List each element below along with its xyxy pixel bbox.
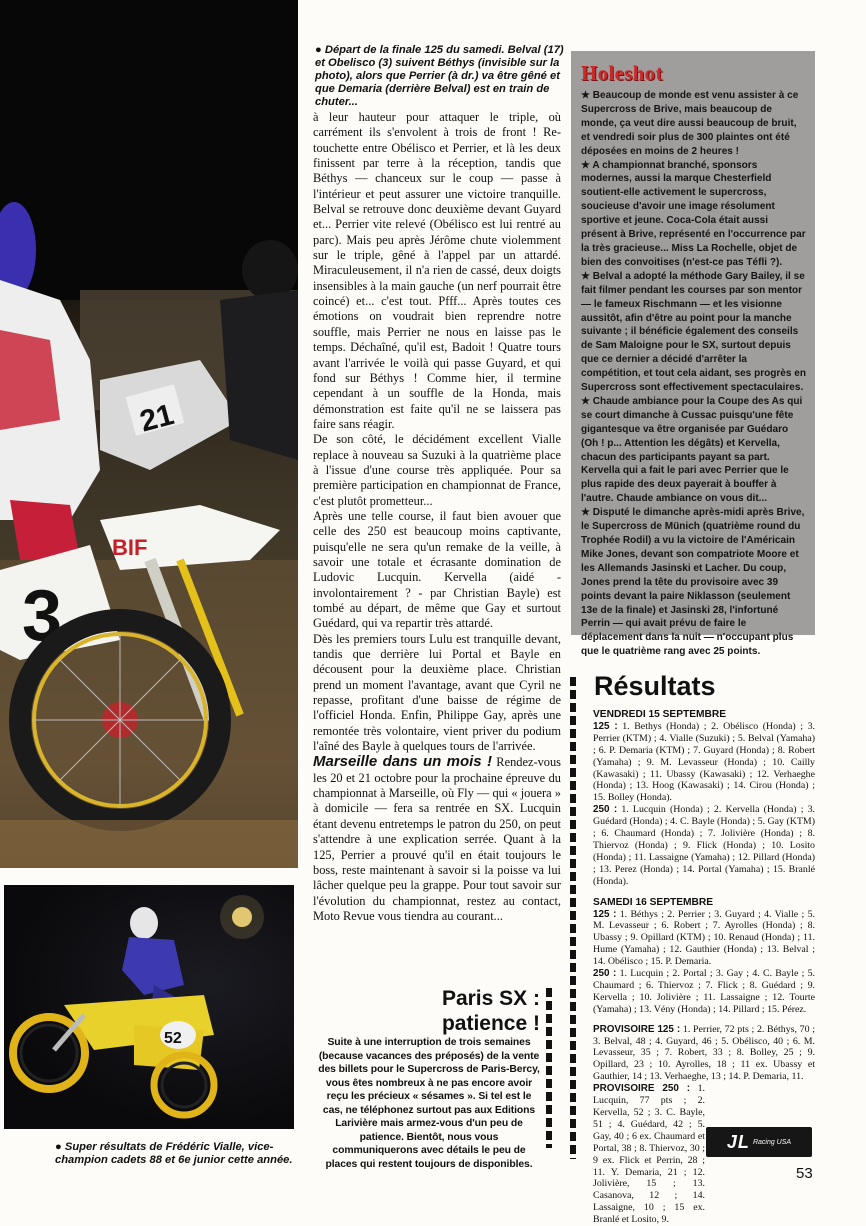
holeshot-text: [581, 89, 807, 659]
jl-racing-logo: [706, 1127, 812, 1157]
main-race-photo: [0, 0, 298, 868]
article-paragraph: Dès les premiers tours Lulu est tranquille devant, tandis que derrière lui Portal et Bayle en décousent pour la deuxième place. Christian prend un moment l'avantage, avant que Cyril ne repasse, profitant d'une baisse de régime de l'officiel Honda. Enfin, Philippe Gay, après une remontée très volontaire, vient priver du podium l'aîné des Bayle à quelques tours de l'arrivée.: [313, 631, 561, 754]
results-125-day1: [593, 721, 815, 804]
paris-sx-text: Suite à une interruption de trois semaines (because vacances des préposés) de la vente des billets pour le Supercross de Paris-Bercy, vous êtes nombreux à ne pas encore avoir reçu les précieux « sésames ». Si tel est le cas, ne téléphonez surtout pas aux Editions Larivière mais armez-vous d'un peu de patience. Bientôt, nous vous communiquerons avec détails le peu de places qui restent toujours de disponibles.: [318, 1037, 540, 1170]
article-body: [313, 110, 561, 924]
results-250-day2: [593, 968, 815, 1016]
standings-125: [593, 1024, 815, 1084]
bike-number-small: 52: [164, 1030, 182, 1047]
results-text: 1. Lucquin ; 2. Portal ; 3. Gay ; 4. C. Bayle ; 5. Chaumard ; 6. Thiervoz ; 7. Flick ; 8. Guédard ; 9. Kervella ; 10. Jolivière ; 11. Lassaigne ; 12. Tourte (Yamaha) ; 13. Vény (Honda) ; 14. Pillard ; 15. Pérez.: [593, 968, 816, 1015]
caption-bottom-text: Super résultats de Frédéric Vialle, vice-champion cadets 88 et 6e junior cette année.: [55, 1141, 293, 1166]
holeshot-item: ★ Belval a adopté la méthode Gary Bailey, il se fait filmer pendant les courses par son mentor — le fameux Rischmann — et les visionne aussitôt, afin d'être au point pour la manche suivante ; il bénéficie également des conseils de Sam Maloigne pour le SX, surtout depuis que ce dernier a décidé d'arrêter la compétition, et tout cela aidant, ses progrès en Supercross sont effectivement spectaculaires.: [581, 270, 806, 394]
results-day-heading: SAMEDI 16 SEPTEMBRE: [593, 896, 714, 908]
holeshot-sidebar: [571, 51, 815, 658]
article-paragraph: De son côté, le décidément excellent Vialle replace à nouveau sa Suzuki à la quatrième place à l'issue d'une course très appliquée. Pour sa première participation en championnat de France, c'est plutôt prometteur...: [313, 432, 561, 508]
class-label: 250 :: [593, 804, 618, 816]
holeshot-title: Holeshot: [581, 61, 663, 85]
marseille-text: Rendez-vous les 20 et 21 octobre pour la prochaine épreuve du championnat à Marseille, où Fly — qui « jouera » à domicile — fera sa rentrée en SX. Lucquin étant devenu entretemps le patron du 250, on peut s'attendre à une explication serrée. Quant à la 125, Perrier a prouvé qu'il en était toujours le boss, reste maintenant à savoir si la poisse va lui lâcher quelque peu la grappe. Pour tout savoir sur l'évolution du championnat, restez au contact, Moto Revue vous tiendra au courant...: [313, 755, 561, 923]
paris-sx-title-line1: Paris SX :: [441, 987, 540, 1010]
class-label: 125 :: [593, 720, 618, 732]
results-text: 1. Béthys ; 2. Perrier ; 3. Guyard ; 4. Vialle ; 5. M. Levasseur ; 6. Robert ; 7. Ayrolles (Honda) ; 8. Ubassy ; 9. Opillard (KTM) ; 10. Renaud (Honda) ; 11. Hume (Yamaha) ; 12. Gauthier (Honda) ; 13. Belval ; 14. Obélisco ; 15. P. Demaria.: [593, 908, 815, 968]
holeshot-item: ★ Disputé le dimanche après-midi après Brive, le Supercross de Münich (quatrième round du Trophée Rodil) a vu la victoire de l'Américain Mike Jones, devant son compatriote Moore et les Allemands Jasinski et Lacher. Du coup, Jones prend la tête du provisoire avec 39 points devant la paire Niklasson (seulement 13e de la finale) et Jasinski 28, l'infortuné Perrin — qui avait prévu de faire le déplacement dans la nuit — n'occupant plus que le quatrième rang avec 25 points.: [581, 507, 805, 658]
holeshot-item: ★ A championnat branché, sponsors modernes, aussi la marque Chesterfield soutient-elle activement le supercross, soucieuse d'avoir une image résolument sportive et jeune. Coca-Cola était aussi présent à Brive, représenté en l'occurrence par la très gracieuse... Miss La Rochelle, objet de bien des convoitises (n'est-ce pas Téfli ?).: [581, 159, 806, 268]
results-text: 1. Bethys (Honda) ; 2. Obélisco (Honda) ; 3. Perrier (KTM) ; 4. Vialle (Suzuki) ; 5. Belval (Yamaha) ; 6. P. Demaria (KTM) ; 7. Guyard (Honda) ; 8. Robert (Yamaha) ; 9. M. Levasseur (Honda) ; 10. Cailly (Kawasaki) ; 11. Ubassy (Kawasaki) ; 12. Verhaeghe (Honda) ; 13. Hoog (Kawasaki) ; 14. Cirou (Honda) ; 15. Bolley (Honda).: [593, 720, 815, 804]
jl-logo-tag: Racing USA: [752, 1138, 792, 1146]
article-paragraph-marseille: [313, 754, 561, 924]
results-125-day2: [593, 909, 815, 969]
class-label: 250 :: [593, 968, 617, 980]
bike-plate-number: 21: [136, 398, 178, 439]
standings-label: PROVISOIRE 250 :: [593, 1083, 690, 1095]
article-paragraph: Après une telle course, il faut bien avouer que celle des 250 est beaucoup moins captivante, puisqu'elle ne sera qu'un remake de la veille, à savoir une totale et écrasante domination de Ludovic Lucquin. Kervella (aidé - involontairement ? - par Christian Bayle) est tombé au départ, de même que Gay et surtout Guédard, qui va repartir très attardé.: [313, 508, 561, 631]
marseille-heading: Marseille dans un mois !: [313, 753, 493, 771]
jl-logo-letters: JL: [726, 1131, 750, 1152]
class-label: 125 :: [593, 908, 617, 920]
standings-text: 1. Lucquin, 77 pts ; 2. Kervella, 52 ; 3. C. Bayle, 51 ; 4. Guédard, 42 ; 5. Gay, 40 ; 6 ex. Chaumard et Portal, 38 ; 8. Thiervoz, 30 ; 9 ex. Flick et Perrin, 28 ; 11. Y. Demaria, 21 ; 12. Jolivière, 15 ; 13. Casanova, 12 ; 14. Lassaigne, 10 ; 15 ex. Branlé et Losito, 9.: [593, 1083, 705, 1226]
bottom-photo-caption: [55, 1141, 305, 1167]
results-text: 1. Lucquin (Honda) ; 2. Kervella (Honda) ; 3. Guédard (Honda) ; 4. C. Bayle (Honda) ; 5. Gay (KTM) ; 6. Chaumard (Honda) ; 7. Jolivière (Honda) ; 8. Thiervoz (Honda) ; 9. Flick (Honda) ; 10. Losito (Honda) ; 11. Lassaigne (Yamaha) ; 12. Pillard (Honda) ; 13. Perez (Honda) ; 14. Portal (Yamaha) ; 15. Branlé (Honda).: [593, 804, 815, 887]
holeshot-item: ★ Chaude ambiance pour la Coupe des As qui se court dimanche à Cussac puisqu'une fête gigantesque va être organisée par Guédaro (Oh ! p... Attention les dégâts) et Kervella, chacun des participants payant sa part. Kervella qui a fait le pari avec Perrier que le plus rapide des deux payerait à bouffer à l'autre. Chaude ambiance on vous dit...: [581, 395, 803, 505]
standings-text: 1. Perrier, 72 pts ; 2. Béthys, 70 ; 3. Belval, 48 ; 4. Guyard, 46 ; 5. Obélisco, 40 ; 6. M. Levasseur, 35 ; 7. Robert, 33 ; 8. Bolley, 25 ; 9. Opillard, 23 ; 10. Ayrolles, 18 ; 11 ex. Ubassy et Gauthier, 14 ; 13. Verhaeghe, 13 ; 14. P. Demaria, 11.: [593, 1023, 815, 1083]
results-250-day1: [593, 804, 815, 887]
results-day-heading: VENDREDI 15 SEPTEMBRE: [593, 709, 727, 720]
results-divider: [570, 677, 576, 1159]
top-photo-caption: [315, 44, 565, 109]
bike-number-large: 3: [22, 576, 63, 656]
paris-sx-title-line2: patience !: [441, 1012, 540, 1035]
caption-top-text: Départ de la finale 125 du samedi. Belval (17) et Obelisco (3) suivent Béthys (invisible sur la photo), alors que Perrier (à dr.) va être gêné et que Demaria (derrière Belval) est en train de chuter...: [315, 44, 564, 108]
results-title: Résultats: [594, 671, 716, 701]
standings-250: [593, 1083, 705, 1226]
article-paragraph: à leur hauteur pour attaquer le triple, où carrément ils s'envolent à trois de front ! Re-touchette entre Obélisco et Perrier, et là les deux finissent par terre à la réception, tandis que Béthys — chanceux sur le coup — passe à l'intérieur et peut assurer une victoire tranquille. Belval se retrouve donc deuxième devant Guyard et... Perrier vite relevé (Obélisco est lui rentré au parc). Mais peu après Jérôme chute violemment sur le triple, gêné à l'appel par un attardé. Miraculeusement, il n'a rien de cassé, deux doigts insensibles à la main gauche (un nerf pourrait être coincé) et... c'est tout. Pfff... Après toutes ces émotions on voudrait bien reprendre notre souffle, mais Perrier ne nous en laisse pas le temps. Déchaîné, qu'il est, Badoit ! Quatre tours avant l'arrivée le voilà qui passe Guyard, et qui fond sur Béthys ! Comme hier, il termine cependant à un souffle de la Honda, mais démonstration est faite qu'il ne se laissera pas faire sans réagir.: [313, 110, 561, 431]
standings-label: PROVISOIRE 125 :: [593, 1023, 681, 1035]
paris-sx-divider: [546, 988, 552, 1148]
rider-illustration: [4, 885, 294, 1129]
vialle-photo: [4, 885, 294, 1129]
page-number: 53: [796, 1165, 813, 1182]
svg-text:BIF: BIF: [112, 535, 148, 560]
caption-bullet: ●: [55, 1141, 62, 1153]
paris-sx-title: [380, 986, 540, 1036]
motocross-illustration: [0, 0, 298, 868]
caption-bullet: ●: [315, 44, 322, 56]
holeshot-item: ★ Beaucoup de monde est venu assister à ce Supercross de Brive, mais beaucoup de monde, ça veut dire aussi beaucoup de bruit, et vendredi soir plus de 300 plaintes ont été déposées en moins de 2 heures !: [581, 90, 799, 157]
